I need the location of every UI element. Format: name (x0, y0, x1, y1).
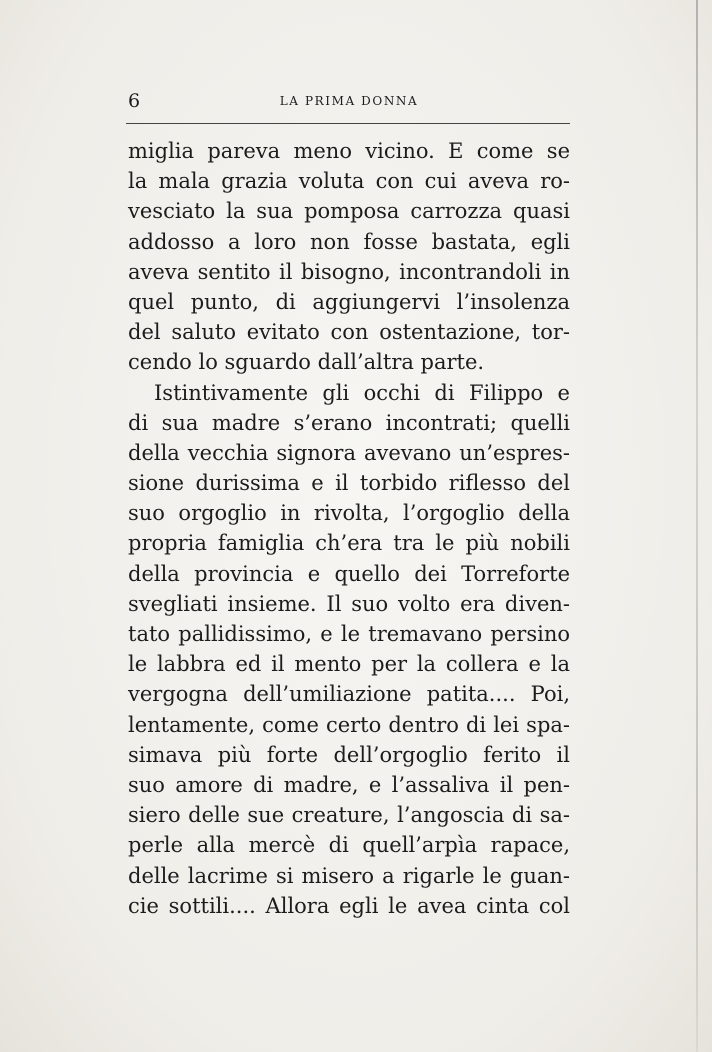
text-line: suo orgoglio in rivolta, l’orgoglio della (128, 501, 570, 526)
text-line: del saluto evitato con ostentazione, tor- (128, 320, 570, 345)
text-line: aveva sentito il bisogno, incontrandoli in (128, 259, 570, 284)
text-line: perle alla mercè di quell’arpìa rapace, (128, 833, 570, 858)
text-line: svegliati insieme. Il suo volto era diven- (128, 591, 570, 616)
text-line: cendo lo sguardo dall’altra parte. (128, 350, 485, 375)
body-text (128, 136, 570, 921)
page-header (128, 88, 570, 114)
text-line: suo amore di madre, e l’assaliva il pen- (128, 772, 570, 797)
text-line: Istintivamente gli occhi di Filippo e (154, 380, 570, 405)
text-line: lentamente, come certo dentro di lei spa- (128, 712, 570, 737)
running-title: LA PRIMA DONNA (279, 94, 419, 108)
page-edge-shadow (696, 0, 698, 1052)
text-line: miglia pareva meno vicino. E come se (128, 139, 570, 163)
text-line: della provincia e quello dei Torreforte (128, 561, 570, 586)
text-line: siero delle sue creature, l’angoscia di sa- (128, 803, 570, 828)
text-line: cie sottili.... Allora egli le avea cinta col (128, 893, 570, 918)
text-line: propria famiglia ch’era tra le più nobili (128, 531, 570, 556)
text-line: vesciato la sua pomposa carrozza quasi (128, 199, 570, 224)
text-line: le labbra ed il mento per la collera e la (128, 652, 570, 677)
text-line: vergogna dell’umiliazione patita.... Poi, (128, 682, 570, 707)
text-line: tato pallidissimo, e le tremavano persino (128, 622, 570, 646)
text-line: sione durissima e il torbido riflesso del (128, 471, 570, 496)
text-line: della vecchia signora avevano un’espres- (128, 440, 570, 465)
text-line: delle lacrime si misero a rigarle le guan- (128, 863, 570, 888)
text-line: di sua madre s’erano incontrati; quelli (128, 410, 570, 435)
text-line: addosso a loro non fosse bastata, egli (128, 229, 570, 254)
text-line: simava più forte dell’orgoglio ferito il (128, 742, 570, 767)
page-number: 6 (128, 90, 141, 112)
text-line: quel punto, di aggiungervi l’insolenza (128, 289, 570, 314)
header-rule (126, 123, 570, 124)
text-line: la mala grazia voluta con cui aveva ro- (128, 169, 570, 194)
